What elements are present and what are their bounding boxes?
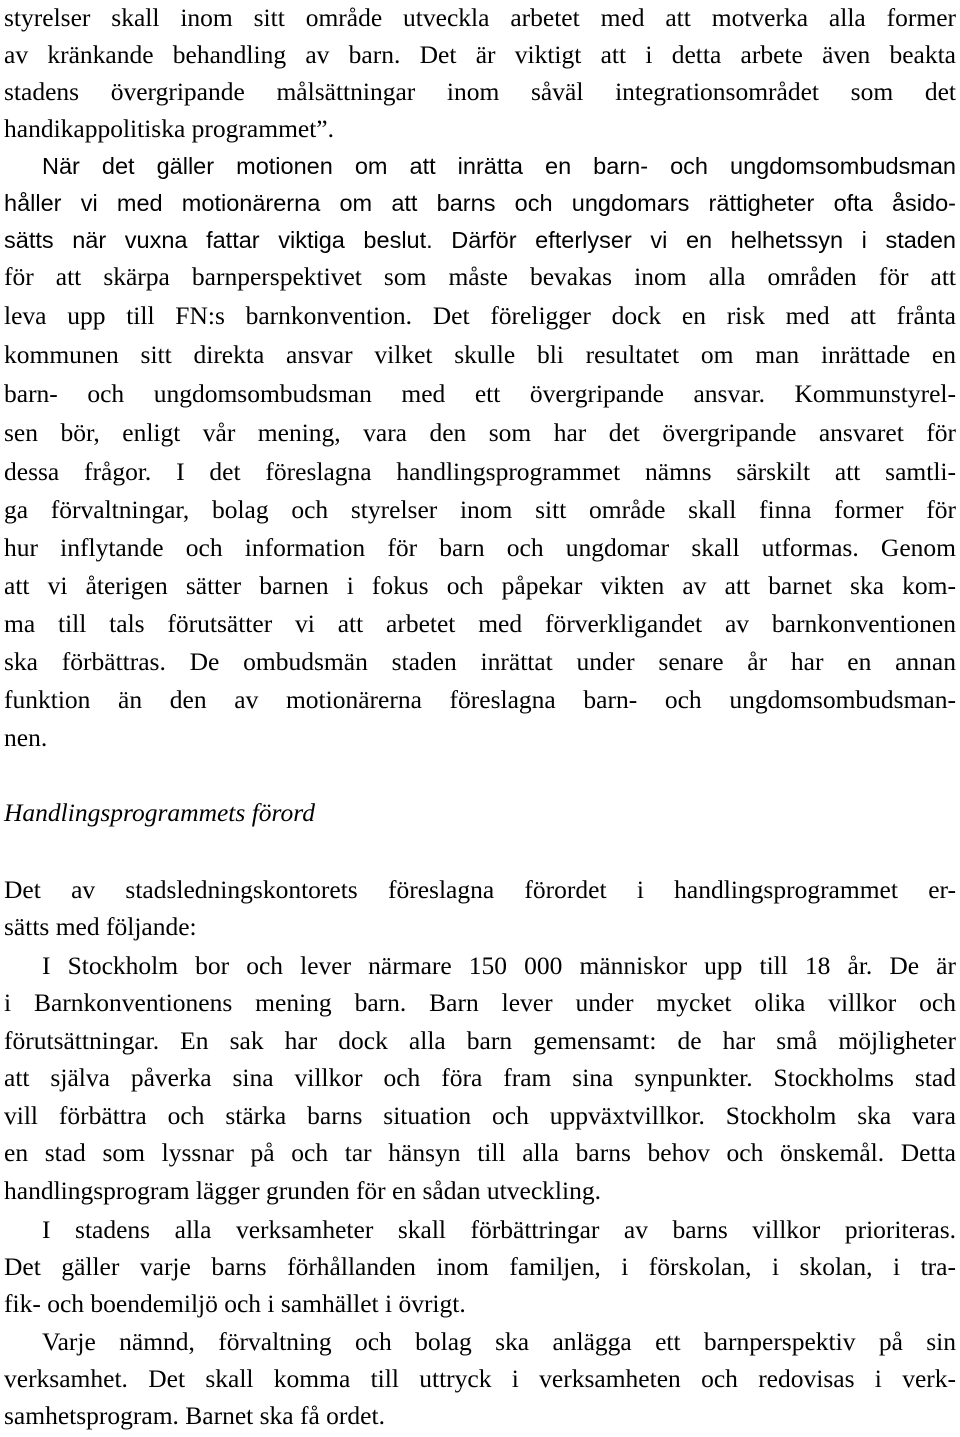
paragraph-line: sätts med följande: — [4, 912, 197, 941]
paragraph-line: Varje nämnd, förvaltning och bolag ska anlägga ett barnperspektiv på sin — [42, 1327, 956, 1356]
paragraph-line: i Barnkonventionens mening barn. Barn lever under mycket olika villkor och — [4, 988, 956, 1017]
paragraph-line: barn- och ungdomsombudsman med ett övergripande ansvar. Kommunstyrel- — [4, 379, 956, 408]
paragraph-line: handikappolitiska programmet”. — [4, 114, 334, 143]
paragraph-line: När det gäller motionen om att inrätta en barn- och ungdomsombudsman — [42, 153, 956, 179]
paragraph-line: handlingsprogram lägger grunden för en sådan utveckling. — [4, 1176, 601, 1205]
paragraph-line: ga förvaltningar, bolag och styrelser inom sitt område skall finna former för — [4, 495, 956, 524]
paragraph-line: I Stockholm bor och lever närmare 150 000 människor upp till 18 år. De är — [42, 951, 956, 980]
paragraph-line: I stadens alla verksamheter skall förbättringar av barns villkor prioriteras. — [42, 1215, 956, 1244]
paragraph-line: sätts när vuxna fattar viktiga beslut. Därför efterlyser vi en helhetssyn i staden — [4, 227, 956, 253]
paragraph-line: styrelser skall inom sitt område utveckla arbetet med att motverka alla former — [4, 3, 956, 32]
paragraph-line: sen bör, enligt vår mening, vara den som har det övergripande ansvaret för — [4, 418, 956, 447]
paragraph-line: håller vi med motionärerna om att barns och ungdomars rättigheter ofta åsido- — [4, 190, 956, 216]
paragraph-line: att själva påverka sina villkor och föra fram sina synpunkter. Stockholms stad — [4, 1063, 956, 1092]
paragraph-line: vill förbättra och stärka barns situation och uppväxtvillkor. Stockholm ska vara — [4, 1101, 956, 1130]
paragraph-line: att vi återigen sätter barnen i fokus och påpekar vikten av att barnet ska kom- — [4, 571, 956, 600]
paragraph-line: förutsättningar. En sak har dock alla barn gemensamt: de har små möjligheter — [4, 1026, 956, 1055]
paragraph-line: fik- och boendemiljö och i samhället i övrigt. — [4, 1289, 466, 1318]
paragraph-line: hur inflytande och information för barn och ungdomar skall utformas. Genom — [4, 533, 956, 562]
paragraph-line: Det gäller varje barns förhållanden inom familjen, i förskolan, i skolan, i tra- — [4, 1252, 956, 1281]
paragraph-line: kommunen sitt direkta ansvar vilket skulle bli resultatet om man inrättade en — [4, 340, 956, 369]
paragraph-line: en stad som lyssnar på och tar hänsyn till alla barns behov och önskemål. Detta — [4, 1138, 956, 1167]
paragraph-line: leva upp till FN:s barnkonvention. Det föreligger dock en risk med att frånta — [4, 301, 956, 330]
paragraph-line: ma till tals förutsätter vi att arbetet med förverkligandet av barnkonventionen — [4, 609, 956, 638]
paragraph-line: funktion än den av motionärerna föreslagna barn- och ungdomsombudsman- — [4, 685, 956, 714]
section-heading: Handlingsprogrammets förord — [4, 798, 315, 827]
paragraph-line: nen. — [4, 723, 48, 752]
paragraph-line: för att skärpa barnperspektivet som måste bevakas inom alla områden för att — [4, 262, 956, 291]
paragraph-line: dessa frågor. I det föreslagna handlingsprogrammet nämns särskilt att samtli- — [4, 457, 956, 486]
paragraph-line: stadens övergripande målsättningar inom såväl integrationsområdet som det — [4, 77, 956, 106]
paragraph-line: ska förbättras. De ombudsmän staden inrättat under senare år har en annan — [4, 647, 956, 676]
paragraph-line: verksamhet. Det skall komma till uttryck i verksamheten och redovisas i verk- — [4, 1364, 956, 1393]
paragraph-line: Det av stadsledningskontorets föreslagna förordet i handlingsprogrammet er- — [4, 875, 956, 904]
paragraph-line: av kränkande behandling av barn. Det är viktigt att i detta arbete även beakta — [4, 40, 956, 69]
paragraph-line: samhetsprogram. Barnet ska få ordet. — [4, 1401, 385, 1430]
